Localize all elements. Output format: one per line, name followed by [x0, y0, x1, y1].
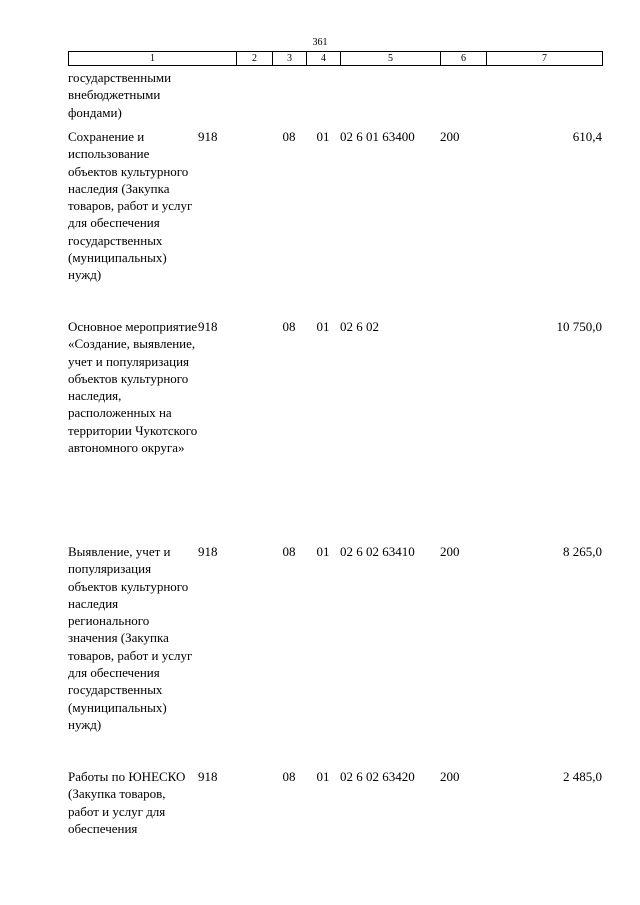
row-sum: 8 265,0 — [563, 544, 602, 559]
row-subsection: 01 — [316, 769, 330, 784]
column-header-2: 2 — [237, 52, 273, 66]
row-subsection: 01 — [316, 544, 330, 559]
table-row — [68, 768, 602, 837]
row-name: Работы по ЮНЕСКО (Закупка товаров, работ и услуг для обеспечения — [68, 769, 186, 836]
row-name: Сохранение и использование объектов культурного наследия (Закупка товаров, работ и услуг для обеспечения государственных (муниципальных) нужд) — [68, 129, 193, 283]
row-subsection — [306, 69, 340, 128]
table-row — [68, 69, 602, 128]
column-header-table — [68, 51, 603, 66]
row-code: 918 — [198, 769, 218, 784]
column-header-row — [69, 52, 603, 66]
row-target: 02 6 02 — [340, 319, 379, 334]
row-code: 918 — [198, 319, 218, 334]
row-target: 02 6 02 63410 — [340, 544, 415, 559]
row-subsection: 01 — [316, 129, 330, 144]
row-target — [340, 69, 440, 128]
row-type — [440, 318, 486, 543]
page-number: 361 — [312, 37, 328, 48]
row-code: 918 — [198, 129, 218, 144]
table-row — [68, 318, 602, 543]
row-sum — [486, 69, 602, 128]
column-header-3: 3 — [273, 52, 307, 66]
budget-table — [68, 69, 602, 837]
column-header-7: 7 — [487, 52, 603, 66]
row-type: 200 — [440, 129, 460, 144]
row-subsection: 01 — [316, 319, 330, 334]
column-header-5: 5 — [341, 52, 441, 66]
row-target: 02 6 02 63420 — [340, 769, 415, 784]
row-code — [198, 69, 272, 128]
row-code: 918 — [198, 544, 218, 559]
row-target: 02 6 01 63400 — [340, 129, 415, 144]
row-section: 08 — [282, 769, 296, 784]
row-type: 200 — [440, 544, 460, 559]
column-header-6: 6 — [441, 52, 487, 66]
table-row — [68, 543, 602, 768]
row-section: 08 — [282, 319, 296, 334]
row-section: 08 — [282, 129, 296, 144]
row-sum: 2 485,0 — [563, 769, 602, 784]
row-name: Основное мероприятие «Создание, выявление, учет и популяризация объектов культурного наследия, расположенных на территории Чукотского автономного округа» — [68, 319, 198, 456]
row-section — [272, 69, 306, 128]
row-type: 200 — [440, 769, 460, 784]
row-sum: 10 750,0 — [556, 319, 602, 334]
column-header-4: 4 — [307, 52, 341, 66]
row-type — [440, 69, 486, 128]
row-sum: 610,4 — [572, 129, 602, 144]
table-row — [68, 128, 602, 318]
column-header-1: 1 — [69, 52, 237, 66]
row-section: 08 — [282, 544, 296, 559]
row-name: государственными внебюджетными фондами) — [68, 70, 172, 120]
row-name: Выявление, учет и популяризация объектов культурного наследия регионального значения (Закупка товаров, работ и услуг для обеспечения государственных (муниципальных) нужд) — [68, 544, 193, 732]
